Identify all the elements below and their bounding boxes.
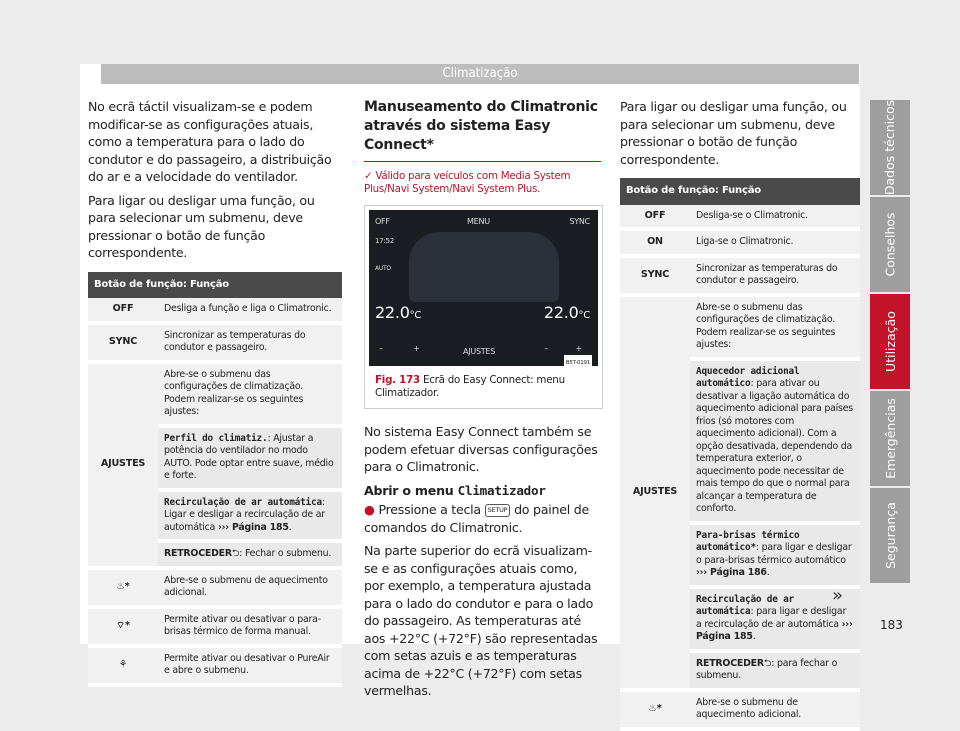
dashboard-image [409, 232, 559, 302]
text: . [288, 521, 292, 533]
driver-minus-button[interactable]: – [379, 344, 383, 353]
subheading-text: Abrir o menu [364, 482, 454, 498]
key-cell: OFF [620, 205, 690, 230]
back-icon: ⮌ [763, 657, 772, 669]
table-row [88, 362, 342, 426]
text: . [766, 567, 770, 578]
table-header: Botão de função: Função [620, 178, 860, 205]
term: RETROCEDER [164, 548, 232, 559]
table-row [620, 229, 860, 256]
temp-value: 22.0 [543, 303, 579, 322]
ajustes-button[interactable]: AJUSTES [463, 347, 496, 356]
pureair-icon: ⚘ [88, 646, 158, 685]
text: : para ligar e desligar o para-brisas térmico automático [696, 542, 852, 566]
value-cell: Desliga-se o Climatronic. [690, 205, 860, 230]
page-ref-link[interactable]: ››› Página 185 [217, 521, 289, 533]
tab-seguranca[interactable] [870, 488, 910, 583]
key-cell: SYNC [88, 323, 158, 362]
value-cell [690, 523, 860, 587]
auto-label: AUTO [375, 265, 391, 272]
validity-note [364, 170, 601, 195]
tab-utilizacao[interactable] [870, 294, 910, 389]
tab-dados-tecnicos[interactable] [870, 100, 910, 195]
key-cell: AJUSTES [88, 362, 158, 568]
figure-number: Fig. 173 [375, 374, 420, 386]
text: : para ligar e desligar a recirculação de ar automática [696, 606, 847, 630]
term: Recirculação de ar automática [164, 496, 322, 508]
key-cell: AJUSTES [620, 295, 690, 690]
table-row [620, 205, 860, 230]
divider [364, 161, 601, 162]
value-cell [158, 426, 342, 490]
figure [364, 205, 603, 409]
back-icon: ⮌ [231, 548, 240, 559]
menu-button[interactable]: MENU [467, 217, 490, 226]
passenger-minus-button[interactable]: – [544, 344, 548, 353]
value-cell: Abre-se o submenu das configurações de climatização. Podem realizar-se os seguintes ajustes: [690, 295, 860, 359]
unit: °C [409, 310, 422, 321]
validity-text: Válido para veículos com Media System Plus/Navi System/Navi System Plus. [364, 170, 571, 195]
tab-emergencias[interactable] [870, 391, 910, 486]
table-row [88, 298, 342, 323]
value-cell: Permite ativar ou desativar o PureAir e abre o submenu. [158, 646, 342, 685]
passenger-temp[interactable] [544, 304, 590, 325]
clock: 17:52 [375, 237, 394, 245]
column-left [88, 98, 342, 687]
text: do painel de comandos do Climatronic. [364, 502, 589, 535]
paragraph: Para ligar ou desligar uma função, ou para selecionar um submenu, deve pressionar o botão de função correspondente. [620, 99, 847, 167]
function-table [620, 178, 860, 731]
key-cell: ON [620, 229, 690, 256]
tab-label: Segurança [882, 502, 898, 569]
value-cell: Sincronizar as temperaturas do condutor e passageiro. [690, 256, 860, 295]
tab-label: Utilização [882, 311, 898, 372]
page-number: 183 [880, 618, 903, 632]
text: : para ativar ou desativar a ligação automática do aquecimento adicional para países frios (só motores com aquecimento adicional). Com a opção desativada, dependendo da temperatura exterior, o aquecimento pode necessitar de mais tempo do que o normal para alcançar a temperatura de conforto. [696, 378, 853, 514]
text: : Ajustar a potência do ventilador no modo AUTO. Pode optar entre suave, médio e forte. [164, 432, 334, 481]
function-table [88, 272, 342, 687]
bullet-icon: ● [364, 502, 379, 517]
passenger-plus-button[interactable]: + [575, 344, 582, 353]
tab-conselhos[interactable] [870, 197, 910, 292]
temp-value: 22.0 [375, 303, 410, 322]
table-row [620, 256, 860, 295]
paragraph: Na parte superior do ecrã visualizam-se e as configurações atuais como, por exemplo, a temperatura ajustada para o lado do condutor e para o lado do passageiro. As temperaturas até aos +22°C (+72°F) são representadas com setas azuis e as temperaturas acima de +22°C (+72°F) com setas vermelhas. [364, 543, 598, 698]
text: . [752, 631, 756, 642]
value-cell: Permite ativar ou desativar o para-brisas térmico de forma manual. [158, 607, 342, 646]
paragraph: No sistema Easy Connect também se podem efetuar diversas configurações para o Climatronic. [364, 424, 598, 474]
table-row [620, 690, 860, 729]
table-row [88, 323, 342, 362]
column-right [620, 98, 860, 731]
term: Recirculação de ar automática [696, 593, 794, 617]
value-cell: Abre-se o submenu das configurações de climatização. Podem realizar-se os seguintes ajustes: [158, 362, 342, 426]
table-row [620, 295, 860, 359]
heater-icon: ♨* [88, 568, 158, 607]
term: Perfil do climatiz. [164, 432, 268, 444]
caption-text: Ecrã do Easy Connect: menu Climatizador. [375, 374, 565, 399]
key-cell: SYNC [620, 256, 690, 295]
tab-label: Emergências [882, 398, 898, 479]
text: : Ligar e desligar a recirculação de ar automática [164, 496, 325, 533]
key-cell: OFF [88, 298, 158, 323]
text: : para fechar o submenu. [696, 657, 838, 681]
value-cell: Liga-se o Climatronic. [690, 229, 860, 256]
figure-caption [365, 370, 602, 408]
term: Aquecedor adicional automático [696, 365, 800, 389]
value-cell: Abre-se o submenu de aquecimento adicional. [690, 690, 860, 729]
table-header: Botão de função: Função [88, 272, 342, 299]
value-cell [158, 541, 342, 568]
paragraph: Para ligar ou desligar uma função, ou para selecionar um submenu, deve pressionar o botão de função correspondente. [88, 192, 315, 260]
tab-label: Conselhos [882, 212, 898, 277]
check-icon: ✓ [364, 170, 376, 182]
value-cell [690, 359, 860, 523]
heater-icon: ♨* [620, 690, 690, 729]
value-cell: Sincronizar as temperaturas do condutor e passageiro. [158, 323, 342, 362]
page-ref-link[interactable]: ››› Página 186 [696, 567, 767, 578]
term: Para-brisas térmico automático* [696, 529, 800, 553]
setup-key-icon: SETUP [485, 504, 511, 517]
driver-temp[interactable] [375, 304, 421, 325]
column-middle [364, 98, 601, 706]
table-row [88, 568, 342, 607]
subheading [364, 482, 601, 500]
term: RETROCEDER [696, 657, 764, 669]
bullet-item [364, 501, 601, 536]
unit: °C [578, 310, 590, 321]
paragraph: No ecrã táctil visualizam-se e podem modificar-se as configurações atuais, como a temperatura para o lado do condutor e do passageiro, a distribuição do ar e a velocidade do ventilador. [88, 99, 332, 184]
driver-plus-button[interactable]: + [413, 344, 420, 353]
easy-connect-screen [369, 210, 598, 366]
table-row [88, 646, 342, 685]
off-button[interactable]: OFF [375, 217, 390, 226]
windshield-heat-icon: ⌔* [88, 607, 158, 646]
section-header: Climatização [101, 64, 859, 84]
value-cell [690, 651, 860, 690]
value-cell: Abre-se o submenu de aquecimento adicional. [158, 568, 342, 607]
table-row [88, 607, 342, 646]
menu-name: Climatizador [457, 482, 546, 498]
value-cell [158, 490, 342, 542]
sync-button[interactable]: SYNC [569, 217, 590, 226]
tab-label: Dados técnicos [882, 99, 898, 196]
text: Pressione a tecla [378, 502, 481, 517]
section-title: Manuseamento do Climatronic através do sistema Easy Connect* [364, 99, 598, 153]
image-code: B5T-0191 [564, 355, 592, 373]
value-cell: Desliga a função e liga o Climatronic. [158, 298, 342, 323]
text: : Fechar o submenu. [239, 548, 332, 559]
continue-arrow-icon: » [832, 585, 844, 606]
page-ref-link[interactable]: ››› Página 185 [696, 618, 853, 642]
